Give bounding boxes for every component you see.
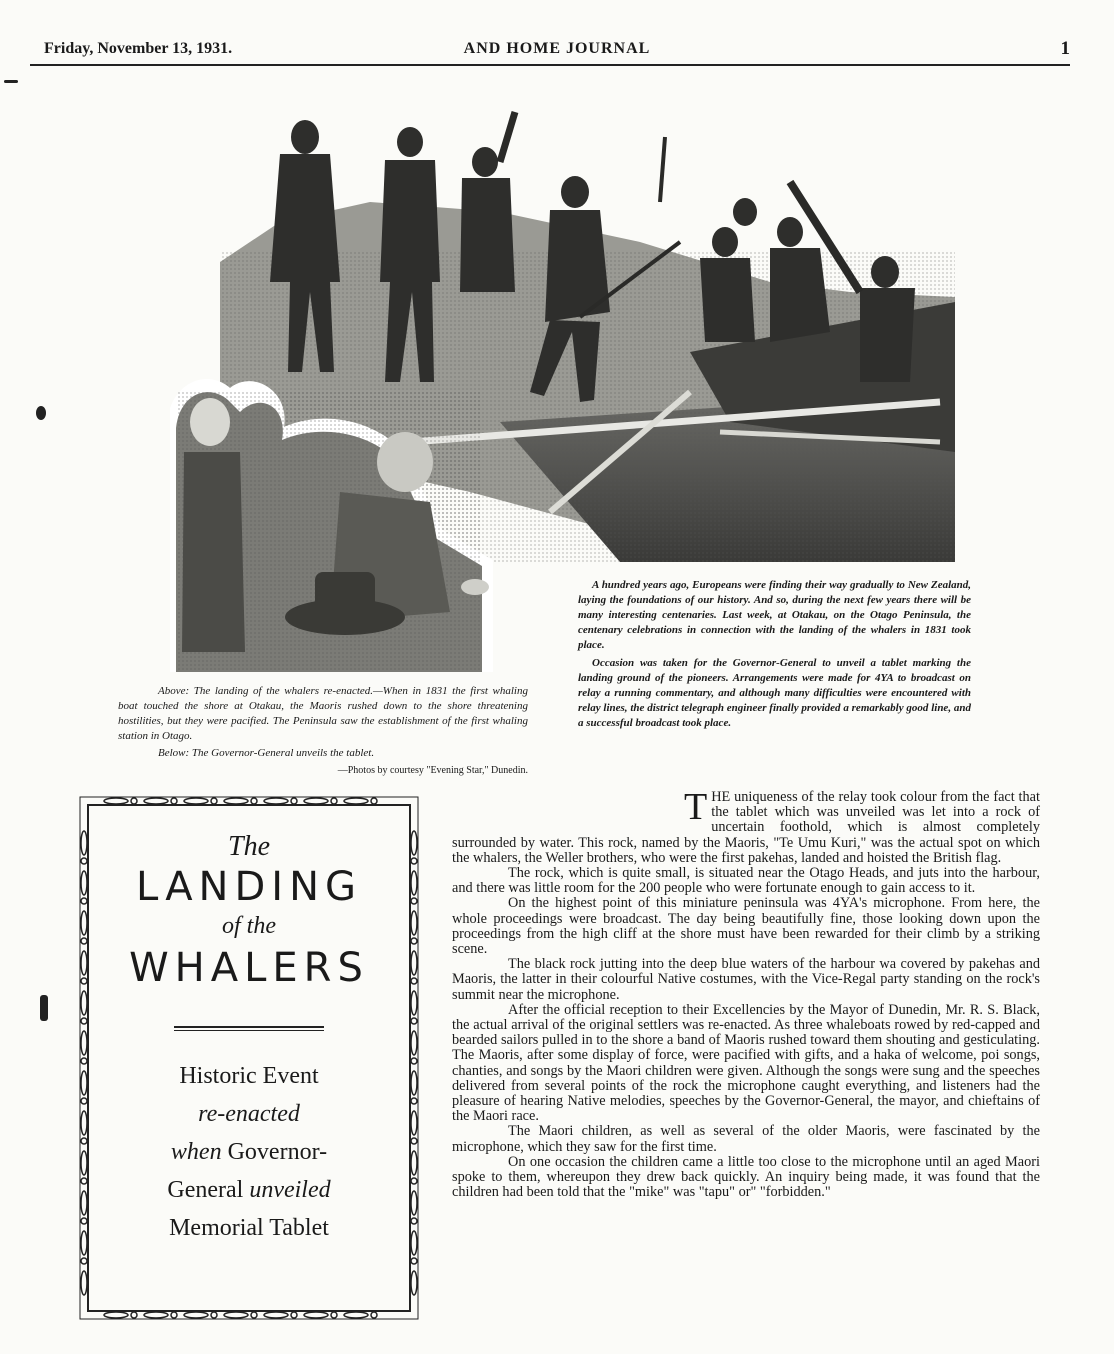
header-rule (30, 64, 1070, 66)
subtitle-line-5: Memorial Tablet (169, 1215, 329, 1241)
title-whalers: WHALERS (129, 945, 369, 991)
subtitle-line-4: General unveiled (167, 1177, 331, 1203)
photo-credit: —Photos by courtesy "Evening Star," Dunedin. (337, 765, 528, 776)
article-para-3: On the highest point of this miniature peninsula was 4YA's microphone. From here, the whole proceedings were broadcast. The day being beautifully fine, those looking down upon the proceedings from the high cliff at the shore must have been rewarded for their climb by a striking scene. (452, 895, 1040, 958)
caption-right-para-2: Occasion was taken for the Governor-General to unveil a tablet marking the landing ground of the pioneers. Arrangements were made for 4YA to broadcast on relay a running commentary, and although many difficulties were encountered with relay lines, the district telegraph engineer finally provided a remarkably good line, and a successful broadcast took place. (578, 657, 971, 729)
photo-unveiling (170, 382, 490, 672)
drop-cap: T (684, 786, 708, 828)
title-box (76, 793, 422, 1323)
scan-speck (40, 995, 48, 1021)
article-para-7: On one occasion the children came a little too close to the microphone until an aged Maori spoke to them, whereupon they drew back quickly. An inquiry being made, it was found that the children had been told that the "mike" was "tapu" or" "forbidden." (452, 1153, 1040, 1201)
subtitle (96, 1057, 402, 1247)
scan-speck (4, 80, 18, 83)
photo-caption (118, 684, 528, 780)
article-para-1: THE uniqueness of the relay took colour from the fact that the tablet which was unveiled was let into a rock of uncertain foothold, which is almost completely surrounded by water. This rock, named by the Maoris, "Te Umu Kuri," was the actual spot on which the whalers, the Weller brothers, who were the first pakehas, landed and hoisted the British flag. (452, 786, 1040, 866)
article-body (452, 786, 1040, 1201)
header-date: Friday, November 13, 1931. (44, 40, 233, 57)
title-the: The (228, 831, 270, 862)
caption-above: Above: The landing of the whalers re-enacted.—When in 1831 the first whaling boat touched the shore at Otakau, the Maoris rushed down to the shore threatening hostilities, but they were pacified. The Peninsula saw the establishment of the first whaling station in Otago. (118, 685, 528, 742)
page-number: 1 (1060, 38, 1070, 59)
title-divider (174, 1026, 324, 1031)
subtitle-line-2: re-enacted (198, 1101, 300, 1127)
caption-below: Below: The Governor-General unveils the tablet. (158, 747, 375, 759)
subtitle-line-1: Historic Event (179, 1063, 319, 1089)
article-para-2: The rock, which is quite small, is situated near the Otago Heads, and juts into the harbour, and there was little room for the 200 people who were fortunate enough to gain access to it. (452, 865, 1040, 897)
article-para-4: The black rock jutting into the deep blue waters of the harbour wa covered by pakehas and Maoris, the latter in their colourful Native costumes, with the Vice-Regal party standing on the rock's summit near the microphone. (452, 956, 1040, 1003)
journal-title: AND HOME JOURNAL (463, 40, 651, 57)
title-of-the: of the (222, 913, 276, 939)
caption-right-para-1: A hundred years ago, Europeans were finding their way gradually to New Zealand, laying the foundations of our history. And so, during the next few years there will be many interesting centenaries. Last week, at Otakau, on the Otago Peninsula, the centenary celebrations in connection with the landing of the whalers in 1831 took place. (578, 579, 971, 651)
title-landing: LANDING (135, 864, 362, 910)
title-box-content (96, 821, 402, 1247)
page-header (44, 38, 1070, 62)
photo-intro-caption (578, 578, 971, 734)
subtitle-line-3: when Governor- (170, 1139, 328, 1165)
scan-speck (36, 406, 46, 420)
article-para-5: After the official reception to their Excellencies by the Mayor of Dunedin, Mr. R. S. Black, the actual arrival of the original settlers was re-enacted. As three whaleboats rowed by red-capped and bearded sailors pulled in to the shore a band of Maoris rushed toward them shouting and gesticulating. The Maoris, after some display of force, were pacified with gifts, and a haka of welcome, poi songs, chanties, and songs by the Maori children were given. Although the songs were sung and the speeches delivered from several points of the rock the microphone caught everything, and listeners had the pleasure of hearing Native melodies, speeches by the Governor-General, the mayor, and chieftains of the Maori race. (452, 1001, 1040, 1125)
article-para-6: The Maori children, as well as several of the older Maoris, were fascinated by the microphone, which they saw for the first time. (452, 1123, 1040, 1155)
